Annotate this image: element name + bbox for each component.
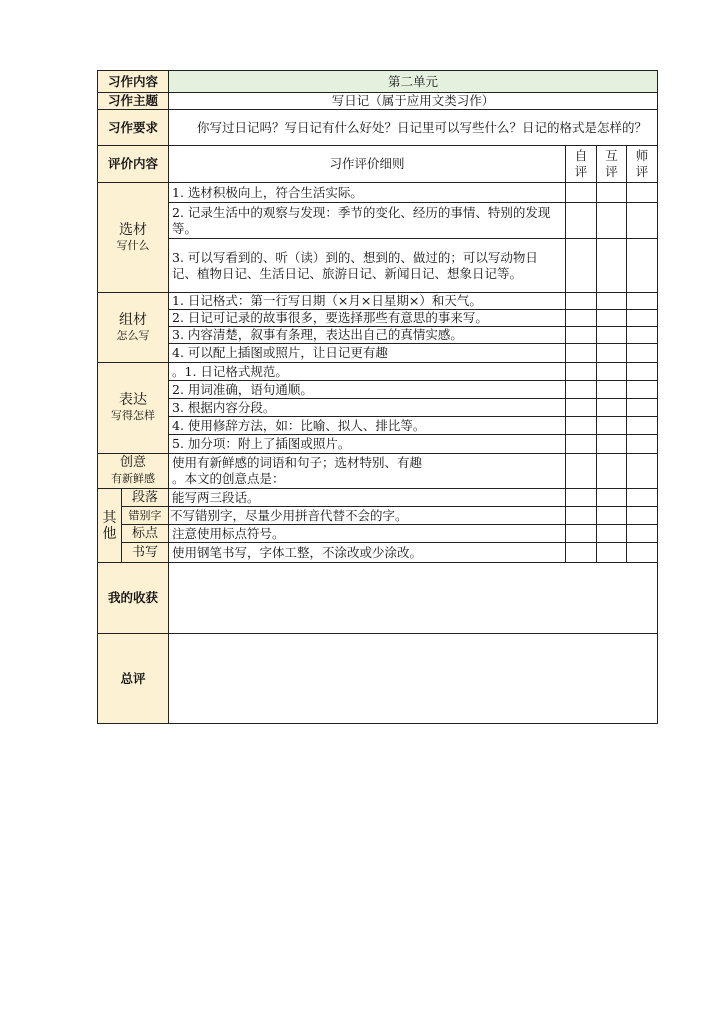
biaoda-row-4 (98, 417, 658, 435)
self-eval-char-2: 评 (574, 164, 588, 179)
xuancai-row-2 (98, 203, 658, 239)
teacher-score-cell[interactable] (627, 183, 658, 203)
teacher-score-cell[interactable] (627, 293, 658, 310)
teacher-score-cell[interactable] (627, 363, 658, 381)
evaluation-table (97, 70, 658, 724)
biaoda-category (98, 363, 169, 454)
xuancai-item-2: 2. 记录生活中的观察与发现：季节的变化、经历的事情、特别的发现等。 (169, 203, 566, 239)
self-eval-char-1: 自 (574, 148, 588, 163)
header-row (98, 146, 658, 183)
peer-score-cell[interactable] (597, 489, 627, 507)
chuangyi-title: 创意 (120, 455, 147, 470)
peer-score-cell[interactable] (597, 543, 627, 563)
self-score-cell[interactable] (566, 399, 597, 417)
teacher-score-cell[interactable] (627, 381, 658, 399)
biaoda-row-2 (98, 381, 658, 399)
peer-score-cell[interactable] (597, 507, 627, 525)
teacher-score-cell[interactable] (627, 310, 658, 327)
peer-score-cell[interactable] (597, 344, 627, 363)
zucai-row-1 (98, 293, 658, 310)
teacher-score-cell[interactable] (627, 525, 658, 543)
biaoda-row-3 (98, 399, 658, 417)
peer-score-cell[interactable] (597, 435, 627, 454)
qita-text-paragraph: 能写两三段话。 (169, 489, 566, 507)
self-score-cell[interactable] (566, 507, 597, 525)
self-score-cell[interactable] (566, 489, 597, 507)
teacher-score-cell[interactable] (627, 489, 658, 507)
self-score-cell[interactable] (566, 417, 597, 435)
peer-eval-char-1: 互 (605, 148, 618, 163)
chuangyi-items (169, 454, 566, 489)
qita-row-2 (98, 507, 658, 525)
self-score-cell[interactable] (566, 543, 597, 563)
xuancai-title: 选材 (119, 221, 147, 238)
chuangyi-item-1: 使用有新鲜感的词语和句子；选材特别、有趣 (172, 455, 423, 470)
summary-row (98, 634, 658, 724)
xuancai-category (98, 183, 169, 293)
teacher-score-cell[interactable] (627, 435, 658, 454)
xuancai-subtitle: 写什么 (116, 238, 150, 252)
qita-label-typo: 错别字 (122, 507, 169, 525)
zucai-item-1: 1. 日记格式：第一行写日期（×月×日星期×）和天气。 (169, 293, 566, 310)
biaoda-item-2: 2. 用词准确，语句通顺。 (169, 381, 566, 399)
teacher-score-cell[interactable] (627, 399, 658, 417)
peer-score-cell[interactable] (597, 381, 627, 399)
teacher-score-cell[interactable] (627, 327, 658, 344)
theme-row (98, 93, 658, 110)
qita-row-3 (98, 525, 658, 543)
summary-input-area[interactable] (169, 634, 658, 724)
zucai-row-4 (98, 344, 658, 363)
self-eval-header (566, 146, 597, 183)
requirement-row (98, 110, 658, 146)
teacher-score-cell[interactable] (627, 203, 658, 239)
gains-input-area[interactable] (169, 563, 658, 634)
detail-header: 习作评价细则 (169, 146, 566, 183)
peer-score-cell[interactable] (597, 310, 627, 327)
qita-text-handwriting: 使用钢笔书写，字体工整，不涂改或少涂改。 (169, 543, 566, 563)
teacher-score-cell[interactable] (627, 239, 658, 293)
peer-score-cell[interactable] (597, 399, 627, 417)
teacher-score-cell[interactable] (627, 344, 658, 363)
biaoda-row-1 (98, 363, 658, 381)
teacher-eval-header (627, 146, 658, 183)
biaoda-item-5: 5. 加分项：附上了插图或照片。 (169, 435, 566, 454)
self-score-cell[interactable] (566, 310, 597, 327)
peer-score-cell[interactable] (597, 525, 627, 543)
qita-label-paragraph: 段落 (122, 489, 169, 507)
self-score-cell[interactable] (566, 239, 597, 293)
biaoda-title: 表达 (119, 392, 147, 408)
self-score-cell[interactable] (566, 435, 597, 454)
chuangyi-row (98, 454, 658, 489)
biaoda-item-1: 。1. 日记格式规范。 (169, 363, 566, 381)
chuangyi-item-2: 。本文的创意点是： (172, 471, 285, 486)
teacher-score-cell[interactable] (627, 454, 658, 489)
zucai-subtitle: 怎么写 (116, 328, 150, 342)
zucai-row-2 (98, 310, 658, 327)
chuangyi-category (98, 454, 169, 489)
gains-row (98, 563, 658, 634)
self-score-cell[interactable] (566, 363, 597, 381)
eval-content-header: 评价内容 (98, 146, 169, 183)
content-value: 第二单元 (169, 71, 658, 93)
self-score-cell[interactable] (566, 525, 597, 543)
theme-value: 写日记（属于应用文类习作） (169, 93, 658, 110)
peer-eval-header (597, 146, 627, 183)
requirement-label: 习作要求 (98, 110, 169, 146)
biaoda-item-4: 4. 使用修辞方法，如：比喻、拟人、排比等。 (169, 417, 566, 435)
requirement-value: 你写过日记吗？写日记有什么好处？日记里可以写些什么？日记的格式是怎样的？ (169, 110, 658, 146)
teacher-score-cell[interactable] (627, 543, 658, 563)
zucai-item-2: 2. 日记可记录的故事很多，要选择那些有意思的事来写。 (169, 310, 566, 327)
qita-label-punctuation: 标点 (122, 525, 169, 543)
self-score-cell[interactable] (566, 454, 597, 489)
qita-title-char-2: 他 (102, 525, 117, 542)
xuancai-row-3 (98, 239, 658, 293)
peer-score-cell[interactable] (597, 327, 627, 344)
biaoda-row-5 (98, 435, 658, 454)
content-row (98, 71, 658, 93)
content-label: 习作内容 (98, 71, 169, 93)
teacher-score-cell[interactable] (627, 417, 658, 435)
theme-label: 习作主题 (98, 93, 169, 110)
qita-title-char-1: 其 (102, 509, 117, 526)
qita-label-handwriting: 书写 (122, 543, 169, 563)
zucai-row-3 (98, 327, 658, 344)
chuangyi-subtitle: 有新鲜感 (111, 472, 155, 485)
qita-text-typo: 不写错别字，尽量少用拼音代替不会的字。 (169, 507, 566, 525)
peer-score-cell[interactable] (597, 183, 627, 203)
peer-score-cell[interactable] (597, 293, 627, 310)
qita-text-punctuation: 注意使用标点符号。 (169, 525, 566, 543)
teacher-eval-char-2: 评 (635, 164, 649, 179)
self-score-cell[interactable] (566, 183, 597, 203)
zucai-item-4: 4. 可以配上插图或照片，让日记更有趣 (169, 344, 566, 363)
qita-category (98, 489, 122, 563)
zucai-category (98, 293, 169, 363)
biaoda-subtitle: 写得怎样 (111, 409, 155, 422)
xuancai-item-3: 3. 可以写看到的、听（读）到的、想到的、做过的；可以写动物日记、植物日记、生活日记、旅游日记、新闻日记、想象日记等。 (169, 239, 566, 293)
biaoda-item-3: 3. 根据内容分段。 (169, 399, 566, 417)
zucai-title: 组材 (119, 311, 147, 328)
self-score-cell[interactable] (566, 344, 597, 363)
gains-label: 我的收获 (98, 563, 169, 634)
self-score-cell[interactable] (566, 203, 597, 239)
self-score-cell[interactable] (566, 293, 597, 310)
xuancai-item-1: 1. 选材积极向上，符合生活实际。 (169, 183, 566, 203)
peer-score-cell[interactable] (597, 454, 627, 489)
peer-score-cell[interactable] (597, 363, 627, 381)
peer-score-cell[interactable] (597, 203, 627, 239)
teacher-eval-char-1: 师 (635, 148, 649, 163)
self-score-cell[interactable] (566, 327, 597, 344)
xuancai-row-1 (98, 183, 658, 203)
zucai-item-3: 3. 内容清楚，叙事有条理，表达出自己的真情实感。 (169, 327, 566, 344)
self-score-cell[interactable] (566, 381, 597, 399)
peer-eval-char-2: 评 (605, 164, 618, 179)
teacher-score-cell[interactable] (627, 507, 658, 525)
peer-score-cell[interactable] (597, 239, 627, 293)
qita-row-4 (98, 543, 658, 563)
qita-row-1 (98, 489, 658, 507)
peer-score-cell[interactable] (597, 417, 627, 435)
summary-label: 总评 (98, 634, 169, 724)
